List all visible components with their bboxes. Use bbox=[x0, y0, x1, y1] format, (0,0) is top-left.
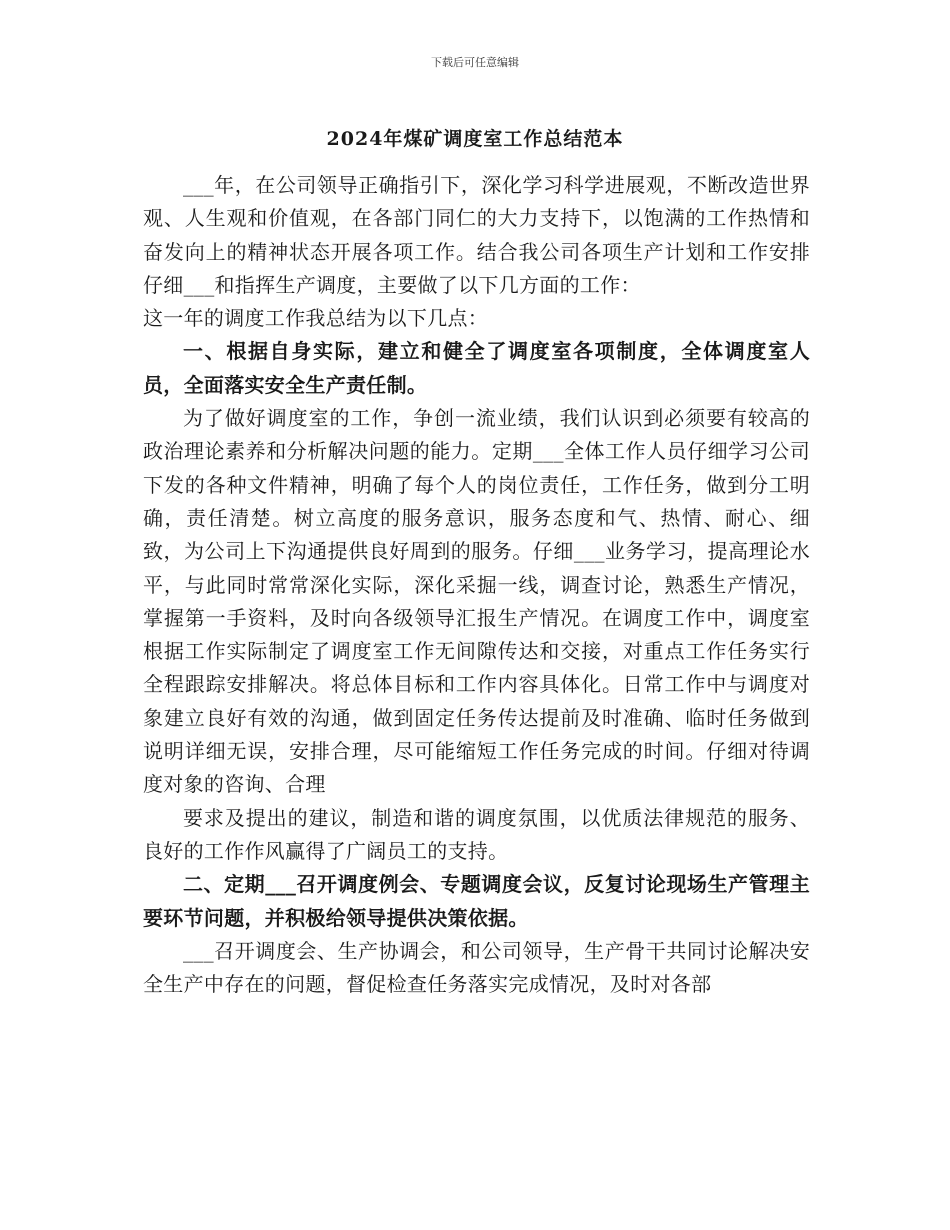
paragraph-section-1-continued: 要求及提出的建议，制造和谐的调度氛围，以优质法律规范的服务、良好的工作作风赢得了广阔员工的支持。 bbox=[143, 805, 810, 863]
document-title: 2024年煤矿调度室工作总结范本 bbox=[326, 128, 624, 150]
paragraph-summary-lead: 这一年的调度工作我总结为以下几点： bbox=[143, 306, 489, 331]
section-heading-1: 一、根据自身实际，建立和健全了调度室各项制度，全体调度室人员，全面落实安全生产责任制。 bbox=[143, 339, 810, 397]
paragraph-section-2-body: ___召开调度会、生产协调会，和公司领导，生产骨干共同讨论解决安全生产中存在的问题，督促检查任务落实完成情况，及时对各部 bbox=[143, 938, 810, 997]
page-header: 下载后可任意编辑 bbox=[431, 56, 519, 69]
paragraph-section-1-body: 为了做好调度室的工作，争创一流业绩，我们认识到必须要有较高的政治理论素养和分析解决问题的能力。定期___全体工作人员仔细学习公司下发的各种文件精神，明确了每个人的岗位责任，工作任务，做到分工明确，责任清楚。树立高度的服务意识，服务态度和气、热情、耐心、细致，为公司上下沟通提供良好周到的服务。仔细___业务学习，提高理论水平，与此同时常常深化实际，深化采掘一线，调查讨论，熟悉生产情况，掌握第一手资料，及时向各级领导汇报生产情况。在调度工作中，调度室根据工作实际制定了调度室工作无间隙传达和交接，对重点工作任务实行全程跟踪安排解决。将总体目标和工作内容具体化。日常工作中与调度对象建立良好有效的沟通，做到固定任务传达提前及时准确、临时任务做到说明详细无误，安排合理，尽可能缩短工作任务完成的时间。仔细对待调度对象的咨询、合理 bbox=[143, 406, 810, 797]
paragraph-intro: ___年，在公司领导正确指引下，深化学习科学进展观，不断改造世界观、人生观和价值观，在各部门同仁的大力支持下，以饱满的工作热情和奋发向上的精神状态开展各项工作。结合我公司各项生产计划和工作安排仔细___和指挥生产调度，主要做了以下几方面的工作： bbox=[143, 173, 810, 297]
document-body bbox=[143, 169, 810, 1001]
section-heading-2: 二、定期___召开调度例会、专题调度会议，反复讨论现场生产管理主要环节问题，并积极给领导提供决策依据。 bbox=[143, 872, 810, 930]
